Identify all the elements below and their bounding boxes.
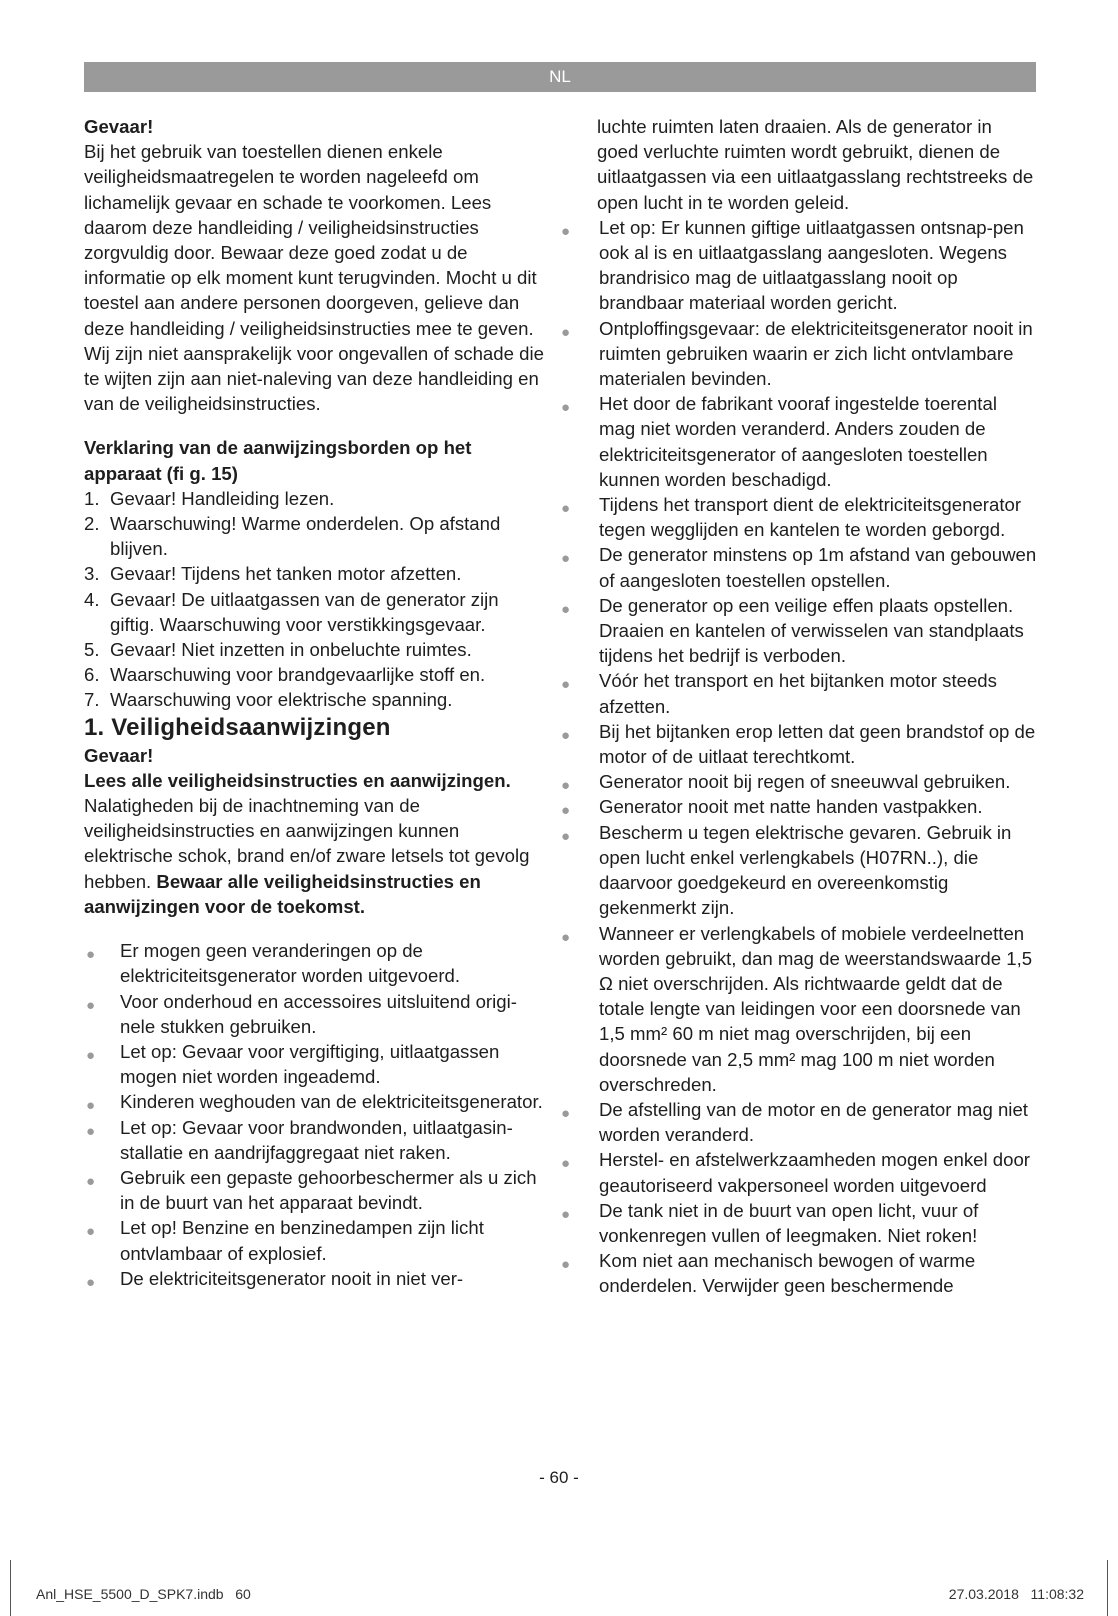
list-item [561, 820, 1038, 921]
bullet-icon: ● [86, 1223, 96, 1241]
danger-heading: Gevaar! [84, 116, 154, 137]
intro-paragraph: Bij het gebruik van toestellen dienen enkele veiligheidsmaatregelen te worden nageleefd om lichamelijk gevaar en schade te voorkomen. Lees daarom deze handleiding / veiligheidsinstructies zorgvuldig door. Bewaar deze goed zodat u de informatie op elk moment kunt terugvinden. Mocht u dit toestel aan andere personen doorgeven, gelieve dan deze handleiding / veiligheidsinstructies mee te geven. Wij zijn niet aansprakelijk voor ongevallen of schade die te wijten zijn aan niet-naleving van deze handleiding en van de veiligheidsinstructies. [84, 141, 544, 415]
bullet-icon: ● [561, 676, 571, 694]
list-item [561, 794, 1038, 820]
section-title: 1. Veiligheidsaanwijzingen [84, 713, 391, 741]
item-text: Generator nooit bij regen of sneeuwval gebruiken. [599, 771, 1011, 793]
item-text: Herstel- en afstelwerkzaamheden mogen enkel door geautoriseerd vakpersoneel worden uitgevoerd [599, 1149, 1030, 1196]
bullet-icon: ● [561, 550, 571, 568]
warning-keep-bold: Bewaar alle veiligheidsinstructies en aanwijzingen voor de toekomst. [84, 870, 481, 917]
warning-lead-bold: Lees alle veiligheidsinstructies en aanwijzingen. [84, 769, 511, 791]
item-number: 6. [84, 664, 100, 686]
item-number: 3. [84, 563, 100, 585]
bullet-icon: ● [86, 1097, 96, 1115]
bullet-icon: ● [86, 1172, 96, 1190]
item-text: Het door de fabrikant vooraf ingestelde toerental mag niet worden veranderd. Anders zouden de elektriciteitsgenerator of aangesloten toestellen kunnen worden beschadigd. [599, 393, 997, 490]
item-text: Gevaar! Niet inzetten in onbeluchte ruimtes. [110, 639, 472, 661]
list-item [561, 769, 1038, 795]
bullet-icon: ● [561, 600, 571, 618]
right-column [561, 114, 1038, 1299]
bullet-icon: ● [561, 500, 571, 518]
crop-mark-left [10, 1560, 11, 1616]
list-item [561, 593, 1038, 669]
list-item [84, 1165, 546, 1215]
list-item [84, 662, 546, 687]
list-item [561, 1097, 1038, 1147]
item-text: Waarschuwing! Warme onderdelen. Op afstand blijven. [110, 513, 501, 560]
list-item [561, 492, 1038, 542]
item-text: Generator nooit met natte handen vastpakken. [599, 796, 983, 818]
list-item [561, 316, 1038, 392]
item-text: Let op: Er kunnen giftige uitlaatgassen ontsnap-pen ook al is en uitlaatgasslang aangesloten. Wegens brandrisico mag de uitlaatgasslang nooit op brandbaar materiaal worden gericht. [599, 216, 1024, 314]
item-number: 1. [84, 487, 100, 509]
bullet-icon: ● [86, 996, 96, 1014]
list-item [84, 511, 546, 561]
right-bullet-list [561, 215, 1038, 1299]
bullet-icon: ● [561, 726, 571, 744]
item-number: 7. [84, 689, 100, 711]
bullet-icon: ● [561, 827, 571, 845]
item-number: 2. [84, 513, 100, 535]
item-text: Waarschuwing voor brandgevaarlijke stoff en. [110, 664, 486, 686]
list-item [84, 687, 546, 712]
item-text: Waarschuwing voor elektrische spanning. [110, 689, 453, 711]
footer-datetime: 27.03.2018 11:08:32 [948, 1586, 1084, 1602]
list-item [561, 215, 1038, 316]
item-number: 4. [84, 588, 100, 610]
list-item [84, 587, 546, 637]
bullet-icon: ● [561, 222, 571, 240]
footer-filename: Anl_HSE_5500_D_SPK7.indb 60 [36, 1586, 251, 1602]
item-text: De elektriciteitsgenerator nooit in niet ver- [120, 1267, 464, 1289]
item-text: Gevaar! Tijdens het tanken motor afzetten. [110, 563, 462, 585]
item-text: Vóór het transport en het bijtanken motor steeds afzetten. [599, 670, 997, 717]
item-text: Voor onderhoud en accessoires uitsluitend origi-nele stukken gebruiken. [120, 990, 517, 1037]
bullet-icon: ● [561, 1205, 571, 1223]
bullet-icon: ● [561, 1104, 571, 1122]
continuation-paragraph: luchte ruimten laten draaien. Als de generator in goed verluchte ruimten wordt gebruikt, dienen de uitlaatgassen via een uitlaatgasslang rechtstreeks de open lucht in te worden geleid. [597, 116, 1034, 213]
list-item [561, 668, 1038, 718]
item-text: Bescherm u tegen elektrische gevaren. Gebruik in open lucht enkel verlengkabels (H07RN..), die daarvoor goedgekeurd en overeenkomstig gekenmerkt zijn. [599, 821, 1012, 919]
list-item [84, 561, 546, 586]
item-text: Ontploffingsgevaar: de elektriciteitsgenerator nooit in ruimten gebruiken waarin er zich licht ontvlambare materialen bevinden. [599, 317, 1033, 390]
warning-text: Nalatigheden bij de inachtneming van de veiligheidsinstructies en aanwijzingen kunnen elektrische schok, brand en/of zware letsels tot gevolg hebben. [84, 795, 530, 892]
list-item [84, 1039, 546, 1089]
item-text: Er mogen geen veranderingen op de elektriciteitsgenerator worden uitgevoerd. [120, 940, 461, 987]
signs-heading: Verklaring van de aanwijzingsborden op het apparaat (fi g. 15) [84, 437, 472, 484]
list-item [84, 486, 546, 511]
item-text: Kinderen weghouden van de elektriciteitsgenerator. [120, 1091, 543, 1113]
bullet-icon: ● [561, 1155, 571, 1173]
warning-paragraph [84, 768, 546, 919]
item-number: 5. [84, 639, 100, 661]
item-text: Let op: Gevaar voor vergiftiging, uitlaatgassen mogen niet worden ingeademd. [120, 1040, 500, 1088]
item-text: Kom niet aan mechanisch bewogen of warme onderdelen. Verwijder geen beschermende [599, 1250, 976, 1297]
list-item [84, 938, 546, 988]
item-text: Let op! Benzine en benzinedampen zijn licht ontvlambaar of explosief. [120, 1217, 484, 1264]
crop-mark-right [1107, 1560, 1108, 1616]
item-text: Gevaar! De uitlaatgassen van de generator zijn giftig. Waarschuwing voor verstikkingsgevaar. [110, 588, 499, 635]
list-item [561, 542, 1038, 592]
bullet-icon: ● [561, 777, 571, 795]
item-text: De generator op een veilige effen plaats opstellen. Draaien en kantelen of verwisselen van standplaats tijdens het bedrijf is verboden. [599, 594, 1024, 667]
page-number: - 60 - [539, 1468, 579, 1487]
list-item [561, 1147, 1038, 1197]
bullet-icon: ● [561, 1256, 571, 1274]
list-item [561, 921, 1038, 1097]
bullet-icon: ● [86, 1122, 96, 1140]
list-item [84, 637, 546, 662]
item-text: Bij het bijtanken erop letten dat geen brandstof op de motor of de uitlaat terechtkomt. [599, 720, 1036, 768]
bullet-icon: ● [86, 946, 96, 964]
list-item [561, 391, 1038, 492]
left-column [84, 114, 546, 1291]
language-header-bar [84, 62, 1036, 92]
list-item [84, 1089, 546, 1114]
item-text: Gevaar! Handleiding lezen. [110, 487, 335, 509]
bullet-icon: ● [561, 399, 571, 417]
left-bullet-list [84, 938, 546, 1291]
warning-heading: Gevaar! [84, 744, 154, 766]
list-item [561, 1248, 1038, 1298]
language-label: NL [549, 67, 571, 86]
bullet-icon: ● [86, 1046, 96, 1064]
bullet-icon: ● [561, 323, 571, 341]
list-item [84, 1266, 546, 1291]
item-text: De tank niet in de buurt van open licht, vuur of vonkenregen vullen of leegmaken. Niet roken! [599, 1199, 979, 1246]
item-text: De afstelling van de motor en de generator mag niet worden veranderd. [599, 1098, 1028, 1146]
item-text: Let op: Gevaar voor brandwonden, uitlaatgasin-stallatie en aandrijfaggregaat niet raken. [120, 1116, 513, 1163]
item-text: Wanneer er verlengkabels of mobiele verdeelnetten worden gebruikt, dan mag de weerstandswaarde 1,5 Ω niet overschrijden. Als richtwaarde geldt dat de totale lengte van leidingen voor een doorsnede van 1,5 mm² 60 m niet mag overschrijden, bij een doorsnede van 2,5 mm² mag 100 m niet worden overschreden. [599, 922, 1033, 1095]
list-item [561, 1198, 1038, 1248]
item-text: Gebruik een gepaste gehoorbeschermer als u zich in de buurt van het apparaat bevindt. [120, 1166, 537, 1214]
bullet-icon: ● [561, 928, 571, 946]
item-text: Tijdens het transport dient de elektriciteitsgenerator tegen wegglijden en kantelen te worden geborgd. [599, 494, 1022, 541]
signs-list [84, 486, 546, 713]
item-text: De generator minstens op 1m afstand van gebouwen of aangesloten toestellen opstellen. [599, 544, 1037, 591]
list-item [84, 989, 546, 1039]
bullet-icon: ● [86, 1273, 96, 1291]
list-item [561, 719, 1038, 769]
list-item [84, 1115, 546, 1165]
list-item [84, 1215, 546, 1265]
bullet-icon: ● [561, 802, 571, 820]
